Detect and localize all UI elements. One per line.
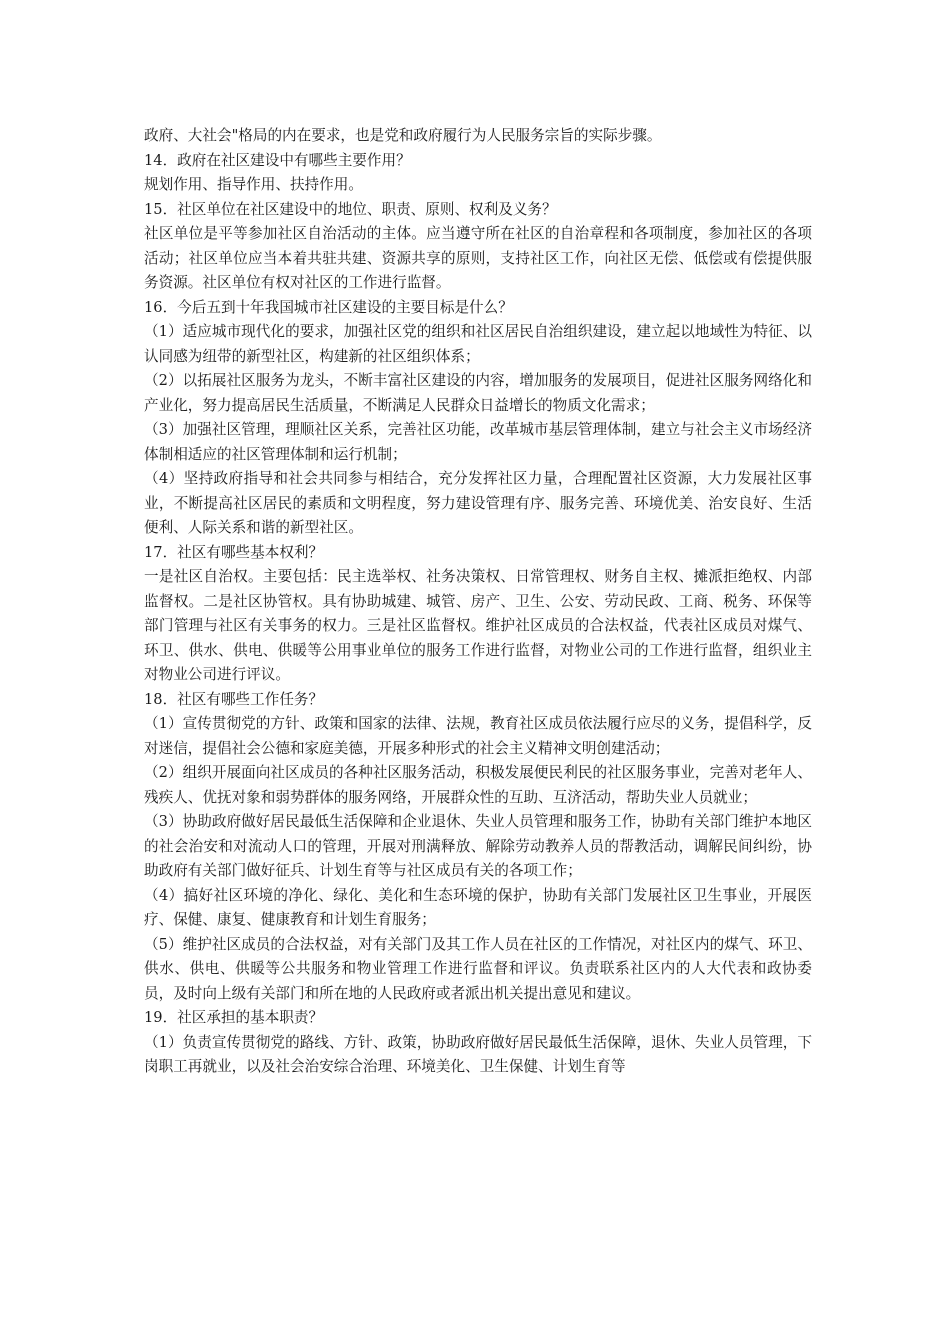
question-heading: 18．社区有哪些工作任务？ (144, 690, 324, 708)
answer-paragraph: （4）坚持政府指导和社会共同参与相结合，充分发挥社区力量，合理配置社区资源，大力发展社区事业，不断提高社区居民的素质和文明程度，努力建设管理有序、服务完善、环境优美、治安良好、生活便利、人际关系和谐的新型社区。 (144, 470, 812, 536)
question-heading: 15．社区单位在社区建设中的地位、职责、原则、权利及义务？ (144, 200, 557, 218)
answer-paragraph: （3）协助政府做好居民最低生活保障和企业退休、失业人员管理和服务工作，协助有关部门维护本地区的社会治安和对流动人口的管理，开展对刑满释放、解除劳动教养人员的帮教活动，调解民间纠纷，协助政府有关部门做好征兵、计划生育等与社区成员有关的各项工作； (144, 813, 812, 879)
answer-paragraph: （3）加强社区管理，理顺社区关系，完善社区功能，改革城市基层管理体制，建立与社会主义市场经济体制相适应的社区管理体制和运行机制； (144, 421, 812, 463)
answer-paragraph: 一是社区自治权。主要包括：民主选举权、社务决策权、日常管理权、财务自主权、摊派拒绝权、内部监督权。二是社区协管权。具有协助城建、城管、房产、卫生、公安、劳动民政、工商、税务、环保等部门管理与社区有关事务的权力。三是社区监督权。维护社区成员的合法权益，代表社区成员对煤气、环卫、供水、供电、供暖等公用事业单位的服务工作进行监督，对物业公司的工作进行监督，组织业主对物业公司进行评议。 (144, 568, 812, 683)
answer-paragraph: 社区单位是平等参加社区自治活动的主体。应当遵守所在社区的自治章程和各项制度，参加社区的各项活动；社区单位应当本着共驻共建、资源共享的原则，支持社区工作，向社区无偿、低偿或有偿提供服务资源。社区单位有权对社区的工作进行监督。 (144, 225, 812, 291)
answer-paragraph: （1）负责宣传贯彻党的路线、方针、政策，协助政府做好居民最低生活保障，退休、失业人员管理，下岗职工再就业，以及社会治安综合治理、环境美化、卫生保健、计划生育等 (144, 1033, 812, 1075)
answer-paragraph: （1）宣传贯彻党的方针、政策和国家的法律、法规，教育社区成员依法履行应尽的义务，提倡科学，反对迷信，提倡社会公德和家庭美德，开展多种形式的社会主义精神文明创建活动； (144, 715, 812, 757)
answer-paragraph: （2）组织开展面向社区成员的各种社区服务活动，积极发展便民利民的社区服务事业，完善对老年人、残疾人、优抚对象和弱势群体的服务网络，开展群众性的互助、互济活动，帮助失业人员就业； (144, 764, 812, 806)
answer-paragraph: （4）搞好社区环境的净化、绿化、美化和生态环境的保护，协助有关部门发展社区卫生事业，开展医疗、保健、康复、健康教育和计划生育服务； (144, 886, 812, 928)
answer-paragraph: （5）维护社区成员的合法权益，对有关部门及其工作人员在社区的工作情况，对社区内的煤气、环卫、供水、供电、供暖等公共服务和物业管理工作进行监督和评议。负责联系社区内的人大代表和政协委员，及时向上级有关部门和所在地的人民政府或者派出机关提出意见和建议。 (144, 935, 812, 1002)
question-heading: 19．社区承担的基本职责？ (144, 1009, 324, 1026)
question-heading: 14．政府在社区建设中有哪些主要作用？ (144, 151, 411, 169)
answer-paragraph: （1）适应城市现代化的要求，加强社区党的组织和社区居民自治组织建设，建立起以地域性为特征、以认同感为纽带的新型社区，构建新的社区组织体系； (144, 323, 812, 365)
answer-paragraph: 政府、大社会"格局的内在要求，也是党和政府履行为人民服务宗旨的实际步骤。 (144, 127, 662, 144)
question-heading: 17．社区有哪些基本权利？ (144, 543, 324, 561)
answer-paragraph: （2）以拓展社区服务为龙头，不断丰富社区建设的内容，增加服务的发展项目，促进社区服务网络化和产业化，努力提高居民生活质量，不断满足人民群众日益增长的物质文化需求； (144, 372, 812, 414)
answer-paragraph: 规划作用、指导作用、扶持作用。 (144, 176, 363, 193)
document-body (144, 124, 812, 1080)
question-heading: 16．今后五到十年我国城市社区建设的主要目标是什么？ (144, 298, 513, 316)
